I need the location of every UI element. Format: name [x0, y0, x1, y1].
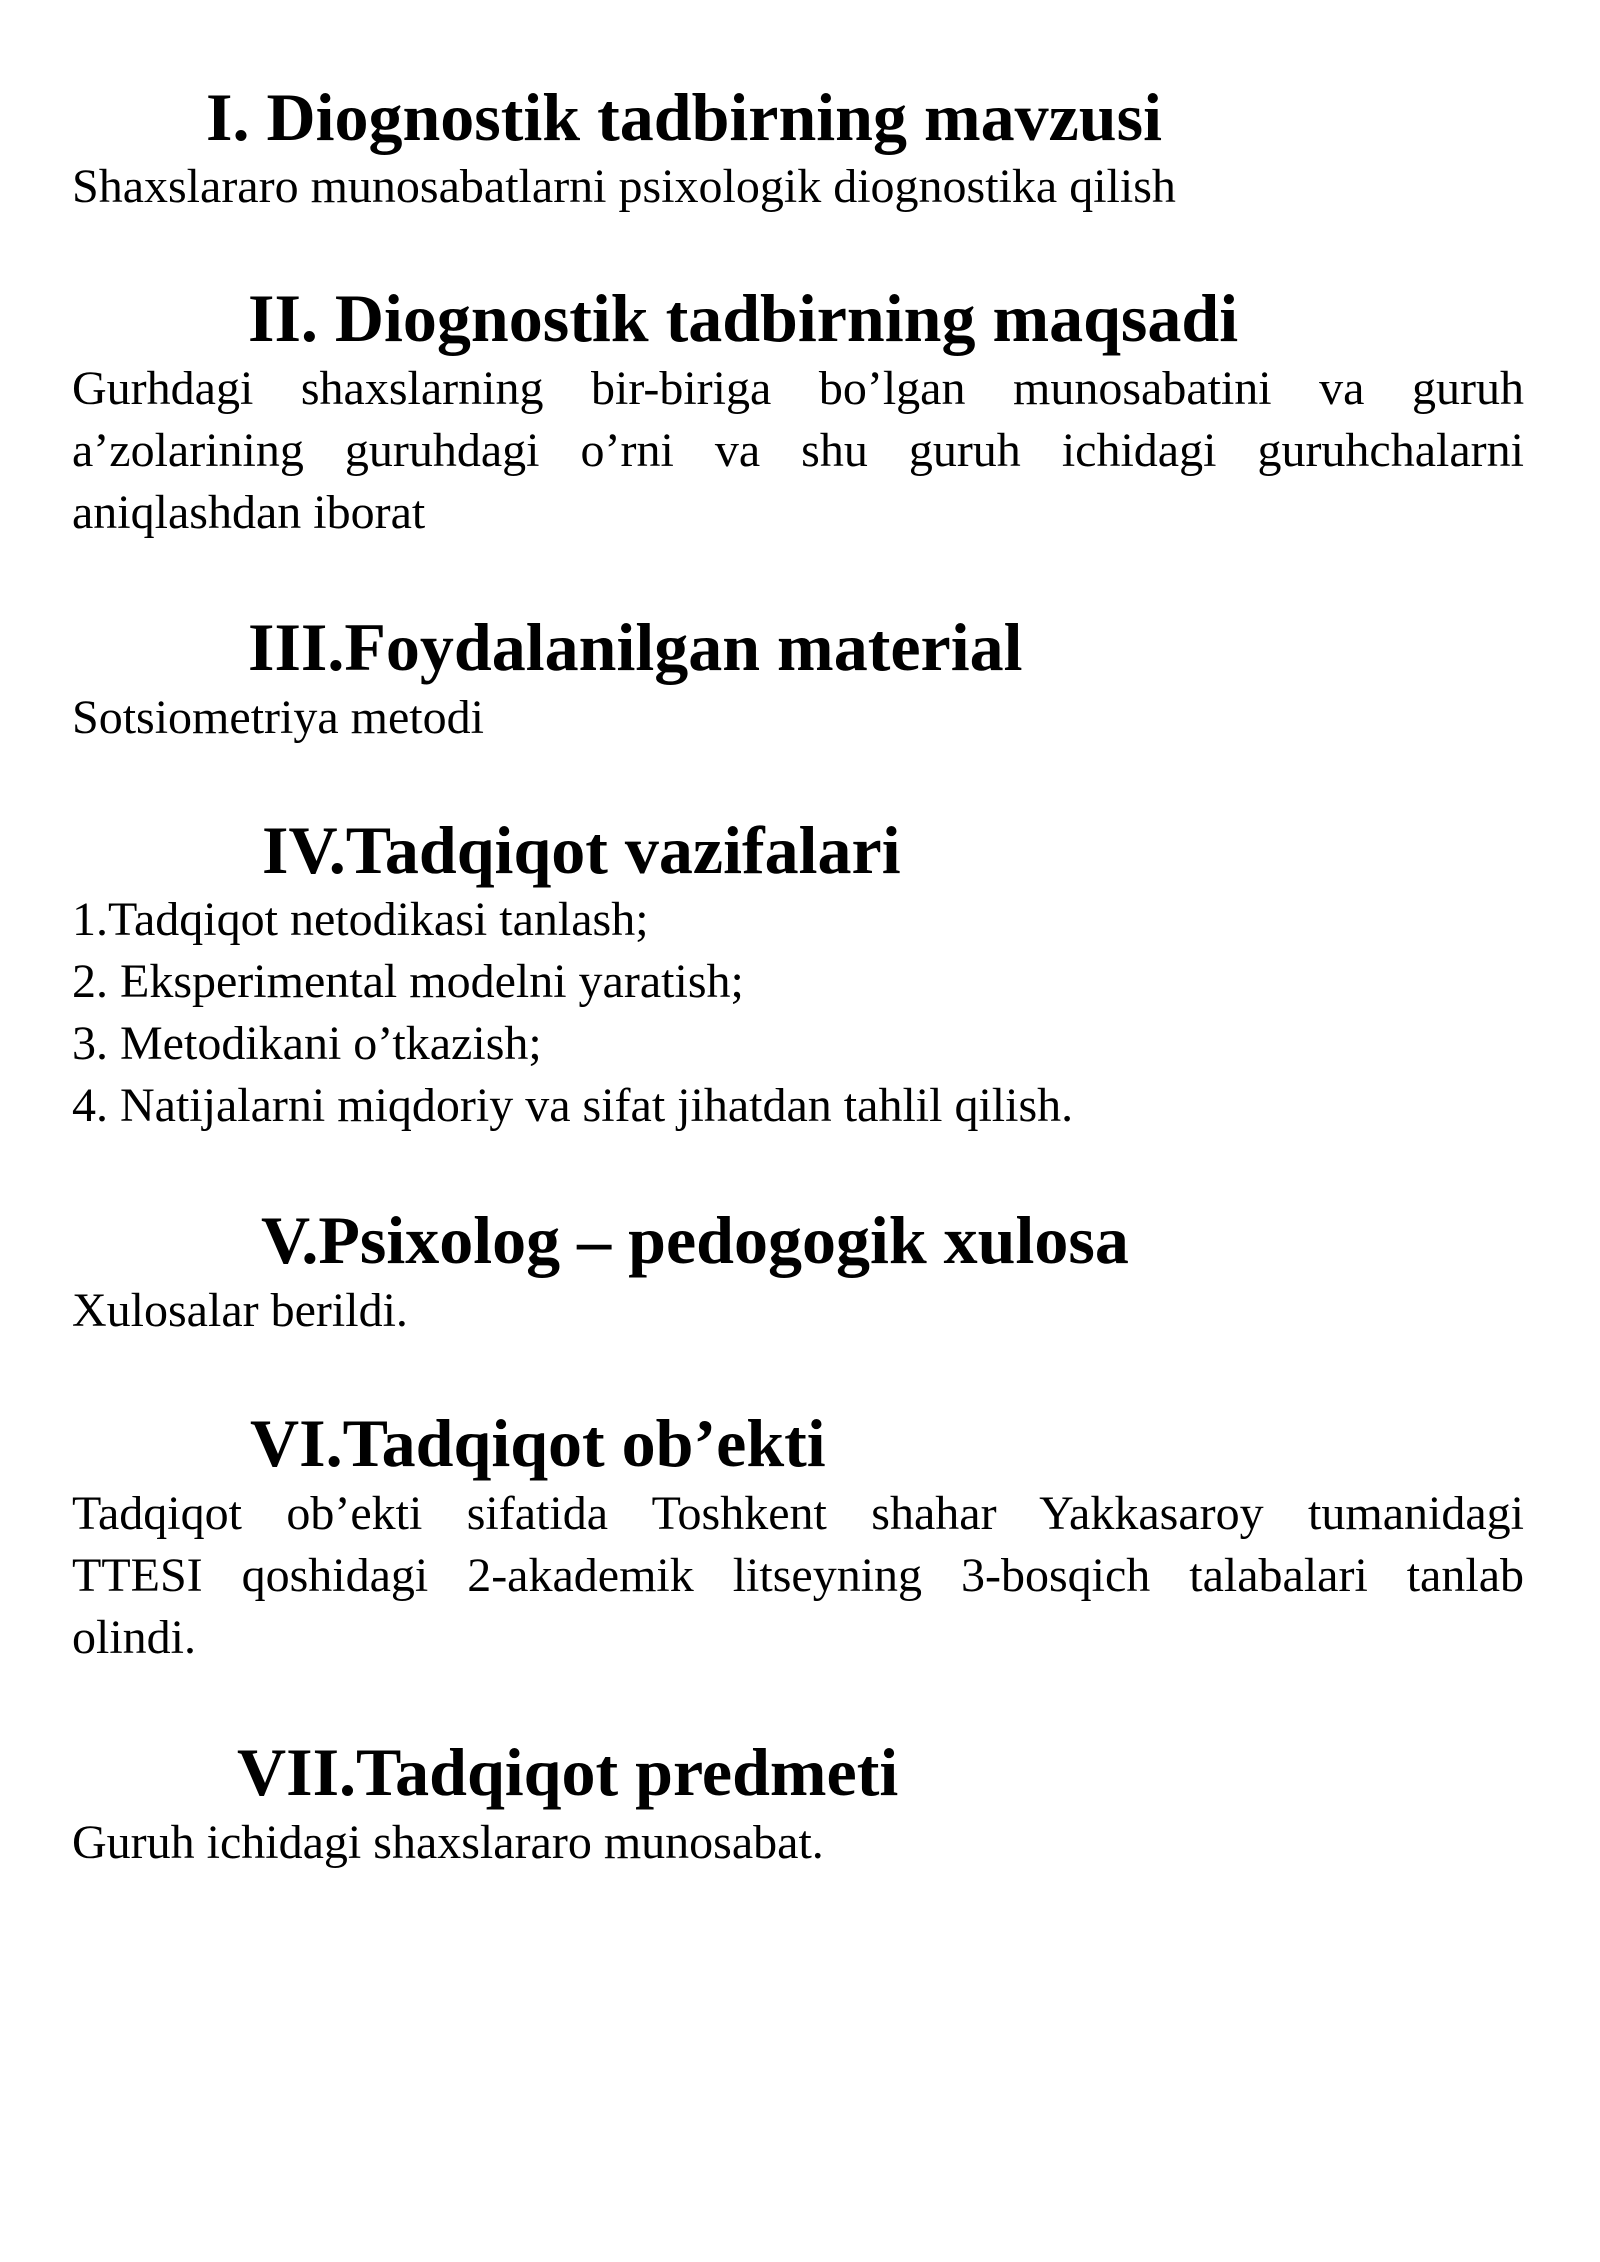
section-body-line: Gurhdagi shaxslarning bir-biriga bo’lgan munosabatini va guruh — [72, 362, 1524, 415]
section-body-line: a’zolarining guruhdagi o’rni va shu guruh ichidagi guruhchalarni — [72, 424, 1524, 477]
section-body-line: 3. Metodikani o’tkazish; — [72, 1017, 542, 1070]
section-body-line: Xulosalar berildi. — [72, 1284, 408, 1337]
section-heading-5: V.Psixolog – pedogogik xulosa — [261, 1202, 1129, 1278]
section-body-line: 2. Eksperimental modelni yaratish; — [72, 955, 744, 1008]
section-body-line: Sotsiometriya metodi — [72, 691, 484, 744]
section-body-line: Tadqiqot ob’ekti sifatida Toshkent shahar Yakkasaroy tumanidagi — [72, 1487, 1524, 1540]
section-body-line: 4. Natijalarni miqdoriy va sifat jihatdan tahlil qilish. — [72, 1079, 1074, 1132]
section-heading-7: VII.Tadqiqot predmeti — [237, 1734, 899, 1810]
section-heading-2: II. Diognostik tadbirning maqsadi — [248, 280, 1239, 356]
section-body-line: TTESI qoshidagi 2-akademik litseyning 3-bosqich talabalari tanlab — [72, 1549, 1524, 1602]
section-heading-1: I. Diognostik tadbirning mavzusi — [206, 79, 1162, 155]
section-body-line: aniqlashdan iborat — [72, 486, 426, 539]
section-body-line: olindi. — [72, 1611, 197, 1664]
section-heading-3: III.Foydalanilgan material — [248, 609, 1023, 685]
section-body-line: Guruh ichidagi shaxslararo munosabat. — [72, 1816, 824, 1869]
section-body-line: 1.Tadqiqot netodikasi tanlash; — [72, 893, 649, 946]
section-heading-6: VI.Tadqiqot ob’ekti — [250, 1405, 826, 1481]
section-heading-4: IV.Tadqiqot vazifalari — [262, 812, 901, 888]
section-body-line: Shaxslararo munosabatlarni psixologik diognostika qilish — [72, 160, 1176, 213]
